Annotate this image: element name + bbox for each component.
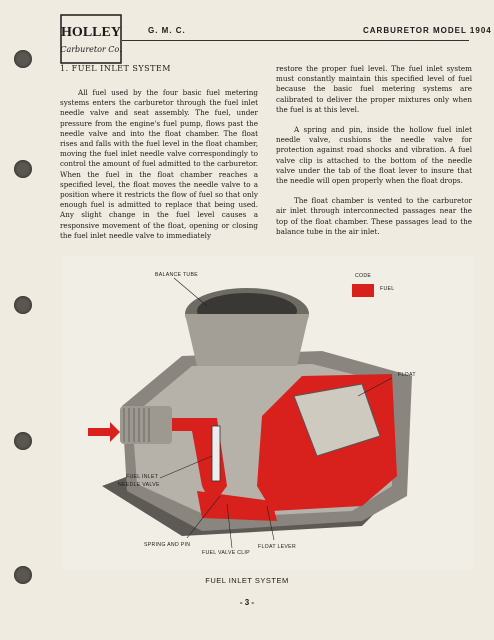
figure-caption: FUEL INLET SYSTEM	[205, 576, 289, 585]
logo-wordmark: HOLLEY	[61, 25, 121, 40]
right-column	[276, 64, 472, 247]
label-fuel-inlet: FUEL INLET	[126, 474, 159, 480]
holley-logo	[60, 14, 122, 64]
page-number: - 3 -	[239, 598, 255, 607]
binder-hole-icon	[14, 296, 32, 314]
header-rule	[122, 40, 469, 41]
label-code: CODE	[355, 273, 372, 279]
paragraph: The float chamber is vented to the carburetor air inlet through interconnected passages near the top of the float chamber. These passages lead to the balance tube in the air inlet.	[276, 196, 472, 236]
binder-hole-icon	[14, 432, 32, 450]
label-valve-clip: FUEL VALVE CLIP	[202, 550, 250, 556]
binder-hole-icon	[14, 160, 32, 178]
left-column	[60, 88, 258, 251]
label-spring-pin: SPRING AND PIN	[144, 542, 191, 548]
paragraph: A spring and pin, inside the hollow fuel inlet needle valve, cushions the needle valve for protection against road shocks and vibration. A fuel valve clip is attached to the bottom of the needle valve under the tab of the float lever to insure that the needle will open properly when the float drops.	[276, 125, 472, 186]
label-float-lever: FLOAT LEVER	[258, 544, 296, 550]
label-fuel: FUEL	[380, 286, 395, 292]
header-right: CARBURETOR MODEL 1904	[363, 26, 492, 35]
header-left: G. M. C.	[148, 26, 186, 35]
label-needle-valve: NEEDLE VALVE	[118, 482, 160, 488]
label-float: FLOAT	[398, 372, 416, 378]
carburetor-cutaway-figure	[62, 256, 474, 570]
logo-subtitle: Carburetor Co.	[60, 45, 122, 54]
paragraph: All fuel used by the four basic fuel metering systems enters the carburetor through the fuel inlet needle valve and seat assembly. The fuel, under pressure from the engine's fuel pump, flows past the needle valve and into the float chamber. The float rises and falls with the fuel level in the float chamber, moving the fuel inlet needle valve correspondingly to control the amount of fuel admitted to the carburetor. When the fuel in the float chamber reaches a specified level, the float moves the needle valve to a position where it restricts the flow of fuel so that only enough fuel is admitted to replace that being used. Any slight change in the fuel level causes a responsive movement of the float, opening or closing the fuel inlet needle valve to immediately	[60, 88, 258, 240]
fuel-code-swatch	[352, 284, 374, 297]
paragraph: restore the proper fuel level. The fuel inlet system must constantly maintain this specified level of fuel because the basic fuel metering systems are calibrated to deliver the proper mixtures only when the fuel is at this level.	[276, 64, 472, 114]
binder-hole-icon	[14, 50, 32, 68]
section-title: 1. FUEL INLET SYSTEM	[60, 64, 171, 73]
label-balance-tube: BALANCE TUBE	[155, 272, 198, 278]
